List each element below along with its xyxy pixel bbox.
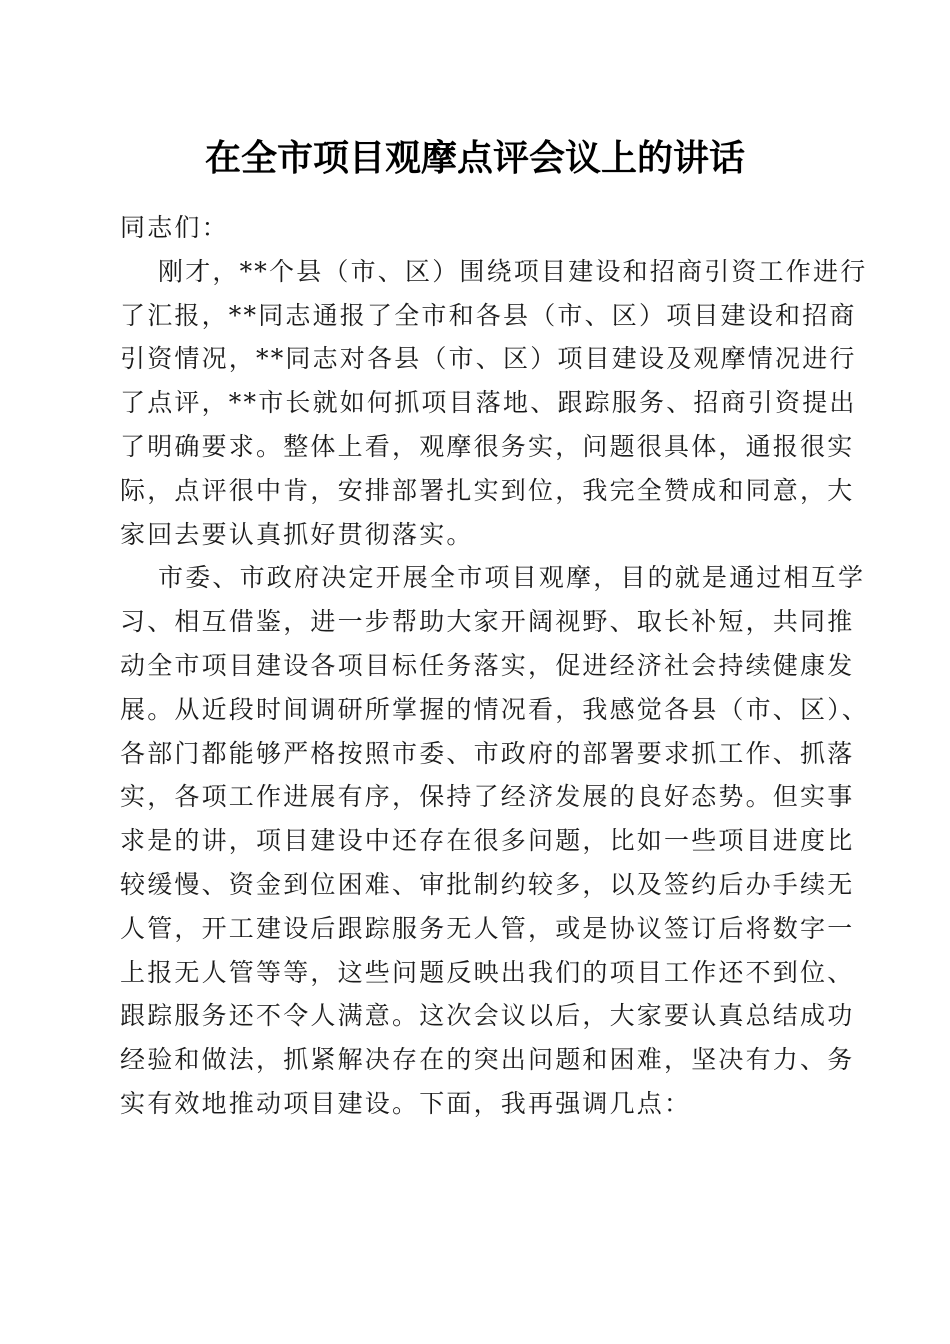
paragraph-1-line: 了点评，**市长就如何抓项目落地、跟踪服务、招商引资提出 <box>120 388 857 418</box>
paragraph-2-line: 较缓慢、资金到位困难、审批制约较多，以及签约后办手续无 <box>120 869 855 899</box>
paragraph-1-line: 了明确要求。整体上看，观摩很务实，问题很具体，通报很实 <box>120 431 855 461</box>
salutation: 同志们： <box>120 213 229 242</box>
paragraph-1-line: 引资情况，**同志对各县（市、区）项目建设及观摩情况进行 <box>120 344 857 374</box>
paragraph-2-line: 上报无人管等等，这些问题反映出我们的项目工作还不到位、 <box>120 957 855 987</box>
paragraph-1-line: 刚才，**个县（市、区）围绕项目建设和招商引资工作进行 <box>158 256 868 286</box>
paragraph-2-line: 各部门都能够严格按照市委、市政府的部署要求抓工作、抓落 <box>120 738 855 768</box>
paragraph-2-line: 经验和做法，抓紧解决存在的突出问题和困难，坚决有力、务 <box>120 1045 855 1075</box>
paragraph-2-line: 市委、市政府决定开展全市项目观摩，目的就是通过相互学 <box>158 563 866 593</box>
paragraph-1-line: 家回去要认真抓好贯彻落实。 <box>120 519 474 549</box>
paragraph-1-line: 了汇报，**同志通报了全市和各县（市、区）项目建设和招商 <box>120 300 857 330</box>
paragraph-2-line: 展。从近段时间调研所掌握的情况看，我感觉各县（市、区）、 <box>120 694 870 724</box>
paragraph-2-line: 习、相互借鉴，进一步帮助大家开阔视野、取长补短，共同推 <box>120 607 855 637</box>
paragraph-2-line: 跟踪服务还不令人满意。这次会议以后，大家要认真总结成功 <box>120 1001 855 1031</box>
paragraph-2-line: 实有效地推动项目建设。下面，我再强调几点： <box>120 1088 692 1118</box>
paragraph-1-line: 际，点评很中肯，安排部署扎实到位，我完全赞成和同意，大 <box>120 475 855 505</box>
paragraph-2-line: 实，各项工作进展有序，保持了经济发展的良好态势。但实事 <box>120 782 855 812</box>
paragraph-2-line: 动全市项目建设各项目标任务落实，促进经济社会持续健康发 <box>120 650 855 680</box>
paragraph-2-line: 求是的讲，项目建设中还存在很多问题，比如一些项目进度比 <box>120 826 855 856</box>
document-body <box>120 206 870 1126</box>
document-title: 在全市项目观摩点评会议上的讲话 <box>204 137 745 179</box>
paragraph-2-line: 人管，开工建设后跟踪服务无人管，或是协议签订后将数字一 <box>120 913 855 943</box>
